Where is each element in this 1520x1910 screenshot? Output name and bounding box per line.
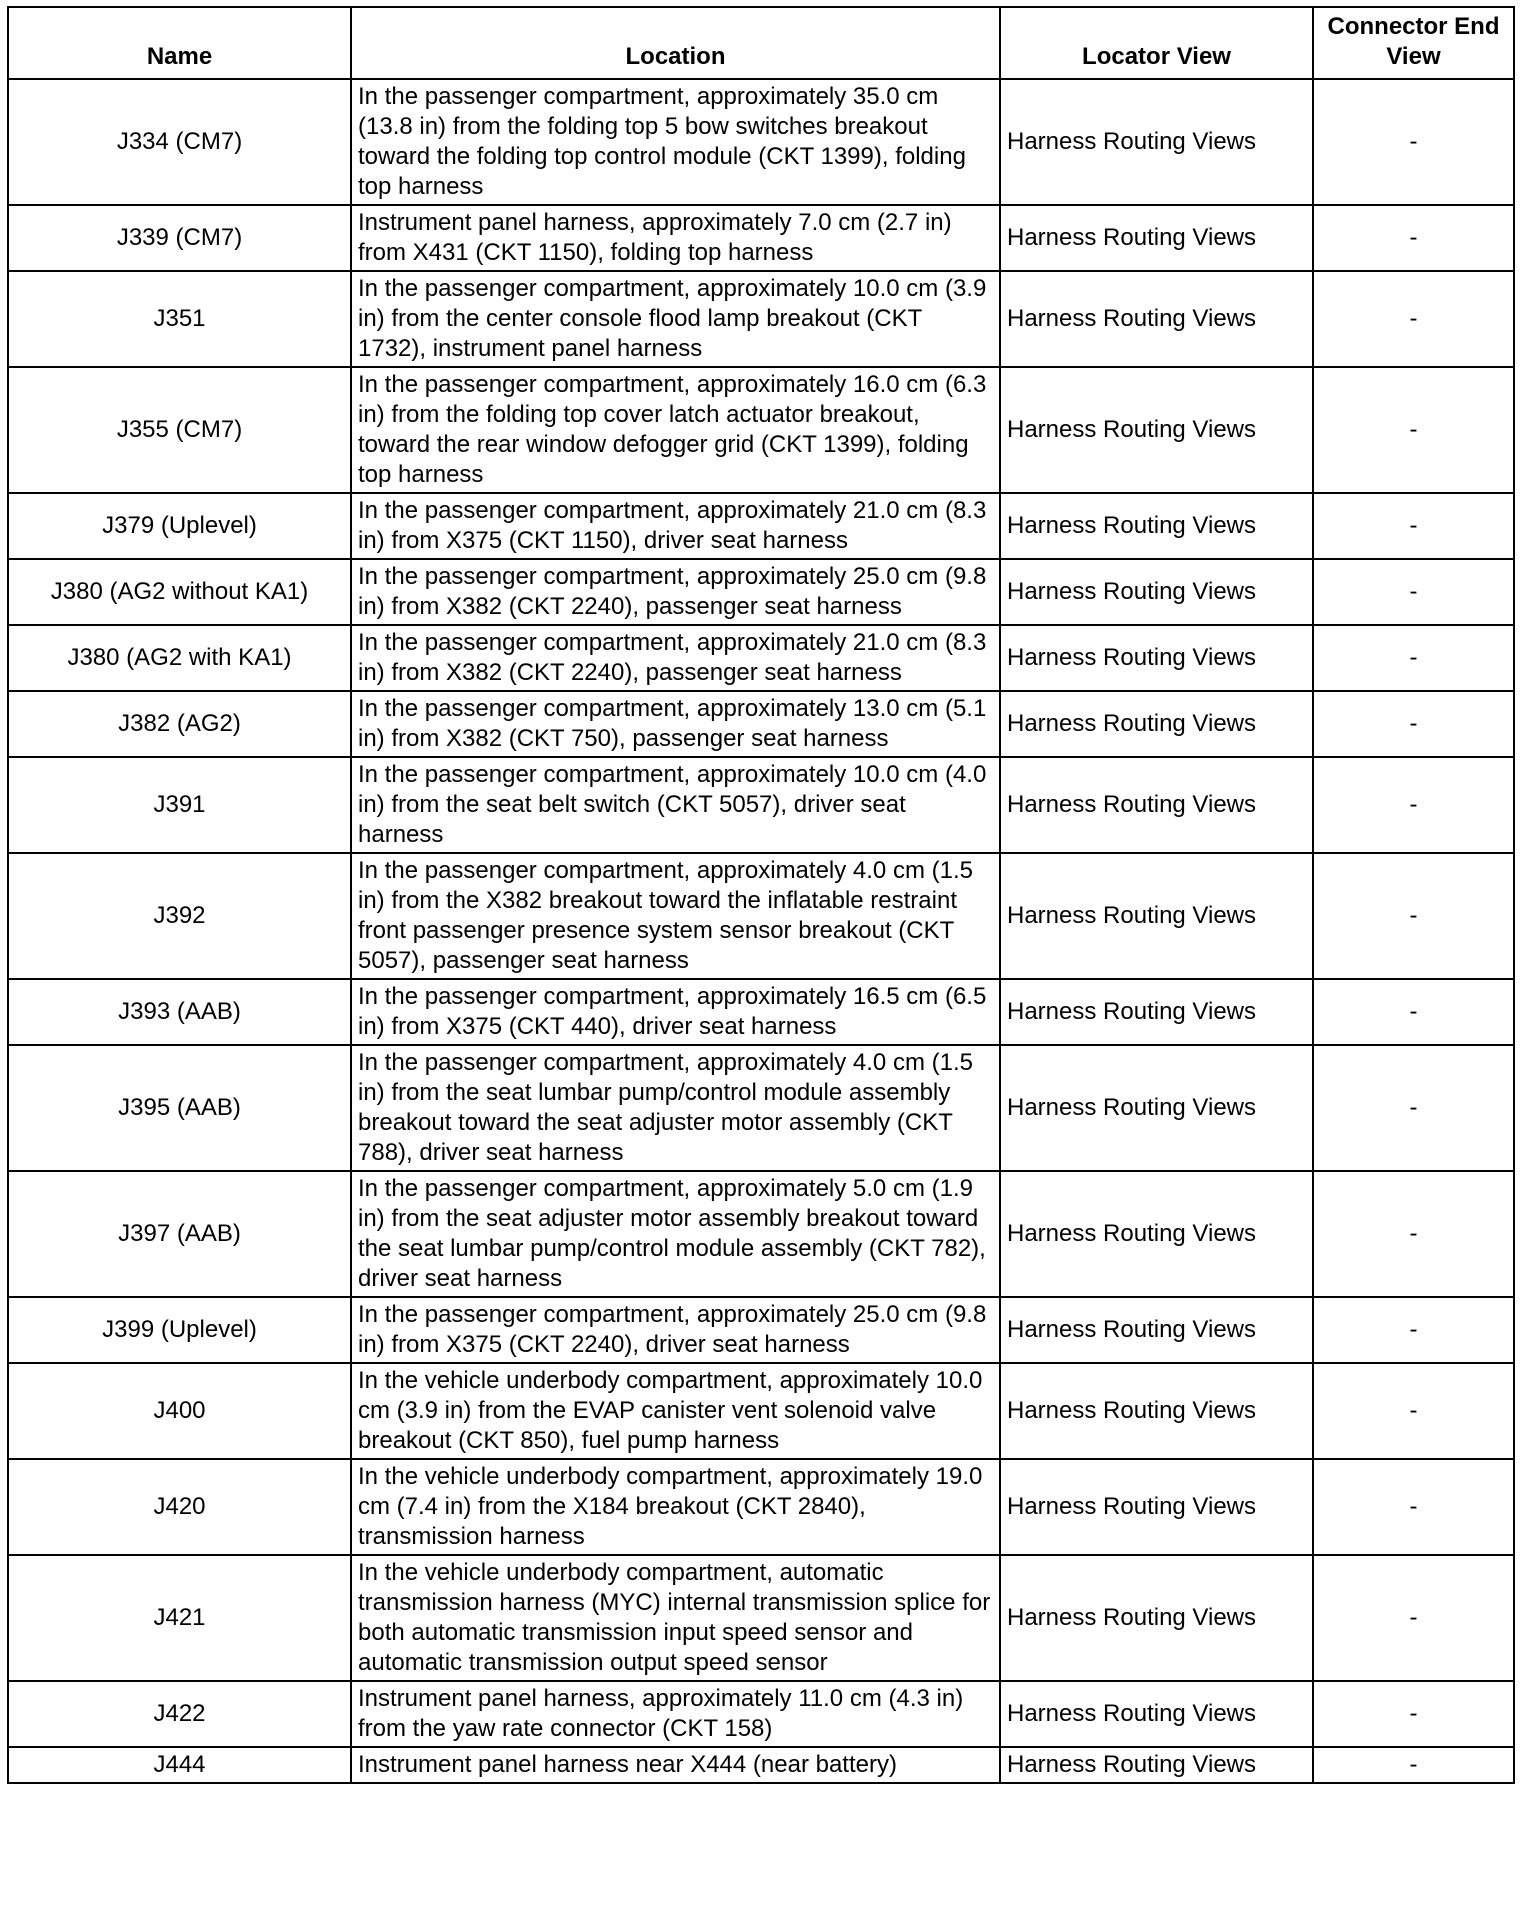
cell-connector-end-view: - [1313,1555,1514,1681]
cell-name: J380 (AG2 without KA1) [8,559,351,625]
cell-location: In the passenger compartment, approximately 5.0 cm (1.9 in) from the seat adjuster motor assembly breakout toward the seat lumbar pump/control module assembly (CKT 782), driver seat harness [351,1171,1000,1297]
cell-connector-end-view: - [1313,493,1514,559]
cell-connector-end-view: - [1313,1363,1514,1459]
table-row [8,205,1514,271]
table-row [8,559,1514,625]
cell-location: In the passenger compartment, approximately 10.0 cm (3.9 in) from the center console flood lamp breakout (CKT 1732), instrument panel harness [351,271,1000,367]
cell-name: J420 [8,1459,351,1555]
cell-locator-view: Harness Routing Views [1000,853,1313,979]
cell-name: J421 [8,1555,351,1681]
cell-locator-view: Harness Routing Views [1000,1459,1313,1555]
table-row [8,1297,1514,1363]
table-row [8,271,1514,367]
cell-connector-end-view: - [1313,1747,1514,1783]
cell-name: J339 (CM7) [8,205,351,271]
cell-location: In the passenger compartment, approximately 4.0 cm (1.5 in) from the X382 breakout toward the inflatable restraint front passenger presence system sensor breakout (CKT 5057), passenger seat harness [351,853,1000,979]
cell-locator-view: Harness Routing Views [1000,559,1313,625]
table-row [8,853,1514,979]
cell-location: In the passenger compartment, approximately 4.0 cm (1.5 in) from the seat lumbar pump/control module assembly breakout toward the seat adjuster motor assembly (CKT 788), driver seat harness [351,1045,1000,1171]
header-row [8,7,1514,79]
cell-name: J395 (AAB) [8,1045,351,1171]
cell-locator-view: Harness Routing Views [1000,493,1313,559]
cell-connector-end-view: - [1313,79,1514,205]
cell-connector-end-view: - [1313,691,1514,757]
header-name: Name [8,7,351,79]
cell-location: In the passenger compartment, approximately 21.0 cm (8.3 in) from X382 (CKT 2240), passenger seat harness [351,625,1000,691]
cell-name: J379 (Uplevel) [8,493,351,559]
table-row [8,1045,1514,1171]
cell-location: Instrument panel harness near X444 (near battery) [351,1747,1000,1783]
table-body [8,79,1514,1783]
table-row [8,691,1514,757]
cell-locator-view: Harness Routing Views [1000,1045,1313,1171]
cell-location: In the vehicle underbody compartment, automatic transmission harness (MYC) internal transmission splice for both automatic transmission input speed sensor and automatic transmission output speed sensor [351,1555,1000,1681]
cell-name: J444 [8,1747,351,1783]
table-row [8,1747,1514,1783]
cell-locator-view: Harness Routing Views [1000,79,1313,205]
cell-location: In the passenger compartment, approximately 21.0 cm (8.3 in) from X375 (CKT 1150), driver seat harness [351,493,1000,559]
header-location: Location [351,7,1000,79]
cell-name: J382 (AG2) [8,691,351,757]
cell-name: J422 [8,1681,351,1747]
cell-connector-end-view: - [1313,271,1514,367]
cell-connector-end-view: - [1313,853,1514,979]
table-row [8,757,1514,853]
cell-location: In the passenger compartment, approximately 25.0 cm (9.8 in) from X375 (CKT 2240), driver seat harness [351,1297,1000,1363]
cell-connector-end-view: - [1313,979,1514,1045]
header-connector-end-view: Connector End View [1313,7,1514,79]
cell-name: J393 (AAB) [8,979,351,1045]
cell-locator-view: Harness Routing Views [1000,979,1313,1045]
cell-name: J400 [8,1363,351,1459]
table-row [8,625,1514,691]
cell-connector-end-view: - [1313,757,1514,853]
cell-location: In the passenger compartment, approximately 10.0 cm (4.0 in) from the seat belt switch (CKT 5057), driver seat harness [351,757,1000,853]
cell-location: In the vehicle underbody compartment, approximately 19.0 cm (7.4 in) from the X184 breakout (CKT 2840), transmission harness [351,1459,1000,1555]
cell-location: In the passenger compartment, approximately 13.0 cm (5.1 in) from X382 (CKT 750), passenger seat harness [351,691,1000,757]
cell-location: Instrument panel harness, approximately 11.0 cm (4.3 in) from the yaw rate connector (CKT 158) [351,1681,1000,1747]
cell-connector-end-view: - [1313,1045,1514,1171]
header-locator-view: Locator View [1000,7,1313,79]
cell-location: In the vehicle underbody compartment, approximately 10.0 cm (3.9 in) from the EVAP canister vent solenoid valve breakout (CKT 850), fuel pump harness [351,1363,1000,1459]
cell-connector-end-view: - [1313,1681,1514,1747]
cell-location: In the passenger compartment, approximately 16.0 cm (6.3 in) from the folding top cover latch actuator breakout, toward the rear window defogger grid (CKT 1399), folding top harness [351,367,1000,493]
cell-name: J351 [8,271,351,367]
cell-location: In the passenger compartment, approximately 16.5 cm (6.5 in) from X375 (CKT 440), driver seat harness [351,979,1000,1045]
cell-name: J399 (Uplevel) [8,1297,351,1363]
cell-location: In the passenger compartment, approximately 25.0 cm (9.8 in) from X382 (CKT 2240), passenger seat harness [351,559,1000,625]
cell-name: J391 [8,757,351,853]
table-header [8,7,1514,79]
table-row [8,1555,1514,1681]
table-row [8,1363,1514,1459]
cell-locator-view: Harness Routing Views [1000,1297,1313,1363]
cell-connector-end-view: - [1313,625,1514,691]
cell-connector-end-view: - [1313,1297,1514,1363]
cell-locator-view: Harness Routing Views [1000,271,1313,367]
cell-name: J392 [8,853,351,979]
cell-locator-view: Harness Routing Views [1000,1681,1313,1747]
cell-name: J380 (AG2 with KA1) [8,625,351,691]
cell-locator-view: Harness Routing Views [1000,625,1313,691]
table-row [8,1459,1514,1555]
splice-location-table [7,6,1515,1784]
cell-connector-end-view: - [1313,367,1514,493]
cell-name: J397 (AAB) [8,1171,351,1297]
cell-connector-end-view: - [1313,205,1514,271]
cell-locator-view: Harness Routing Views [1000,757,1313,853]
table-row [8,79,1514,205]
cell-locator-view: Harness Routing Views [1000,1363,1313,1459]
cell-locator-view: Harness Routing Views [1000,1171,1313,1297]
cell-location: Instrument panel harness, approximately 7.0 cm (2.7 in) from X431 (CKT 1150), folding top harness [351,205,1000,271]
cell-connector-end-view: - [1313,1459,1514,1555]
cell-location: In the passenger compartment, approximately 35.0 cm (13.8 in) from the folding top 5 bow switches breakout toward the folding top control module (CKT 1399), folding top harness [351,79,1000,205]
cell-locator-view: Harness Routing Views [1000,1555,1313,1681]
table-row [8,1171,1514,1297]
cell-connector-end-view: - [1313,559,1514,625]
cell-locator-view: Harness Routing Views [1000,1747,1313,1783]
cell-locator-view: Harness Routing Views [1000,691,1313,757]
cell-connector-end-view: - [1313,1171,1514,1297]
table-row [8,979,1514,1045]
cell-locator-view: Harness Routing Views [1000,205,1313,271]
splice-location-table-container [7,6,1513,1784]
table-row [8,1681,1514,1747]
table-row [8,493,1514,559]
table-row [8,367,1514,493]
cell-name: J334 (CM7) [8,79,351,205]
cell-locator-view: Harness Routing Views [1000,367,1313,493]
cell-name: J355 (CM7) [8,367,351,493]
